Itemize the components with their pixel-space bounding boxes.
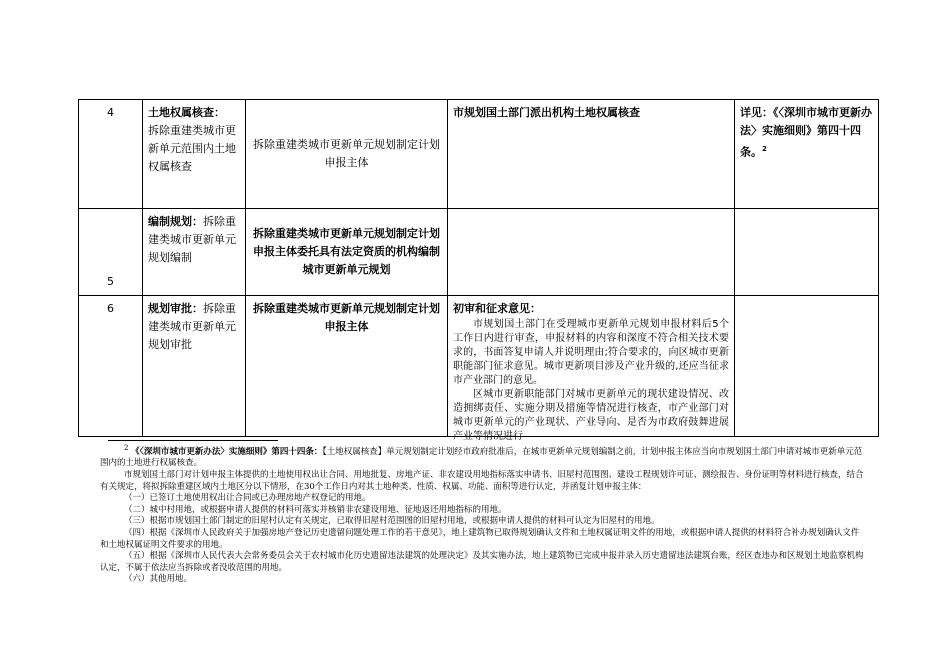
process-table [78,99,879,442]
reference-cell [735,100,879,209]
step-description: 拆除重建类城市更新单元范围内土地权属核查 [148,124,236,173]
footnote-divider [108,440,278,441]
subject-cell: 拆除重建类城市更新单元规划制定计划申报主体委托具有法定资质的机构编制城市更新单元规划 [246,209,448,296]
footnote-item: （一）已签订土地使用权出让合同或已办理房地产权登记的用地。 [124,493,371,504]
footnote-item: （六）其他用地。 [124,574,193,585]
table-row [79,296,879,437]
step-cell [143,296,246,437]
reference-text: 详见：《〈深圳市城市更新办法〉实施细则》第四十四条。 [740,106,872,159]
footnote-title: 《〈深圳市城市更新办法〉实施细则》第四十四条： [131,446,323,457]
footnote-item: （三）根据市规划国土部门制定的旧屋村认定有关规定，已取得旧屋村范围图的旧屋村用地，或根据申请人提供的材料可认定为旧屋村的用地。 [124,516,660,527]
footnote-section [100,443,865,586]
department-cell[interactable] [448,296,735,442]
step-cell [143,100,246,209]
department-cell [448,209,735,296]
step-description: 拆除重建类城市更新单元规划审批 [148,302,236,351]
table-row [79,100,879,209]
row-number: 6 [79,296,143,437]
table-row [79,209,879,296]
department-title: 初审和征求意见： [453,302,541,315]
footnote-marker[interactable]: 2 [762,145,767,153]
subject-cell: 拆除重建类城市更新单元规划制定计划申报主体 [246,296,448,437]
footnote-item: （二）城中村用地，或根据申请人提供的材料可落实并核销非农建设用地、征地返还用地指标的用地。 [124,504,507,515]
department-paragraph: 区城市更新职能部门对城市更新单元的现状建设情况、改造拥绑责任、实施分期及措施等情况进行核查，市产业部门对城市更新单元的产业现状、产业导向、是否为市政府鼓舞进展产业等情况进行 [453,389,729,442]
subject-cell: 拆除重建类城市更新单元规划制定计划申报主体 [246,100,448,209]
row-number: 5 [79,209,143,296]
step-description: 拆除重建类城市更新单元规划编制 [148,215,236,264]
footnote-lead [100,443,865,470]
reference-cell [735,209,879,296]
footnote-item: （四）根据《深圳市人民政府关于加强房地产登记历史遗留问题处理工作的若干意见》，地上建筑物已取得规划确认文件和土地权属证明文件的用地，或根据申请人提供的材料符合补办规划确认文件和土地权属证明文件要求的用地。 [100,527,860,550]
step-title: 土地权属核查： [148,106,225,119]
reference-cell [735,296,879,437]
row-number: 4 [79,100,143,209]
step-cell [143,209,246,296]
department-scroll-area[interactable] [453,300,729,442]
department-paragraph: 市规划国土部门在受理城市更新单元规划申报材料后5个工作日内进行审查，申报材料的内容和深度不符合相关技术要求的，书面答复申请人并说明理由;符合要求的，向区城市更新职能部门征求意见。城市更新项目涉及产业升级的,还应当征求市产业部门的意见。 [453,319,729,386]
step-title: 编制规划： [148,215,203,228]
footnote-lead-text: 【土地权属核查】单元规划制定计划经市政府批准后，在城市更新单元规划编制之前，计划申报主体应当向市规划国土部门申请对城市更新单元范围内的土地进行权属核查。 [100,446,863,469]
step-title: 规划审批： [148,302,203,315]
footnote-paragraph: 市规划国土部门对计划申报主体提供的土地使用权出让合同、用地批复、房地产证、非农建设用地指标落实申请书、旧屋村范围图、建设工程规划许可证、测绘报告、身份证明等材料进行核查，结合有关规定，将拟拆除重建区域内土地区分以下情形，在30个工作日内对其土地种类、性质、权属、功能、面积等进行认定，并函复计划申报主体： [100,470,864,492]
department-cell: 市规划国土部门派出机构土地权属核查 [448,100,735,209]
footnote-number: 2 [124,444,129,452]
footnote-item: （五）根据《深圳市人民代表大会常务委员会关于农村城市化历史遗留违法建筑的处理决定》及其实施办法，地上建筑物已完成申报并录入历史遗留违法建筑台账，经区查违办和区规划土地监察机构认定，不属于依法应当拆除或者没收范围的用地。 [100,551,864,573]
